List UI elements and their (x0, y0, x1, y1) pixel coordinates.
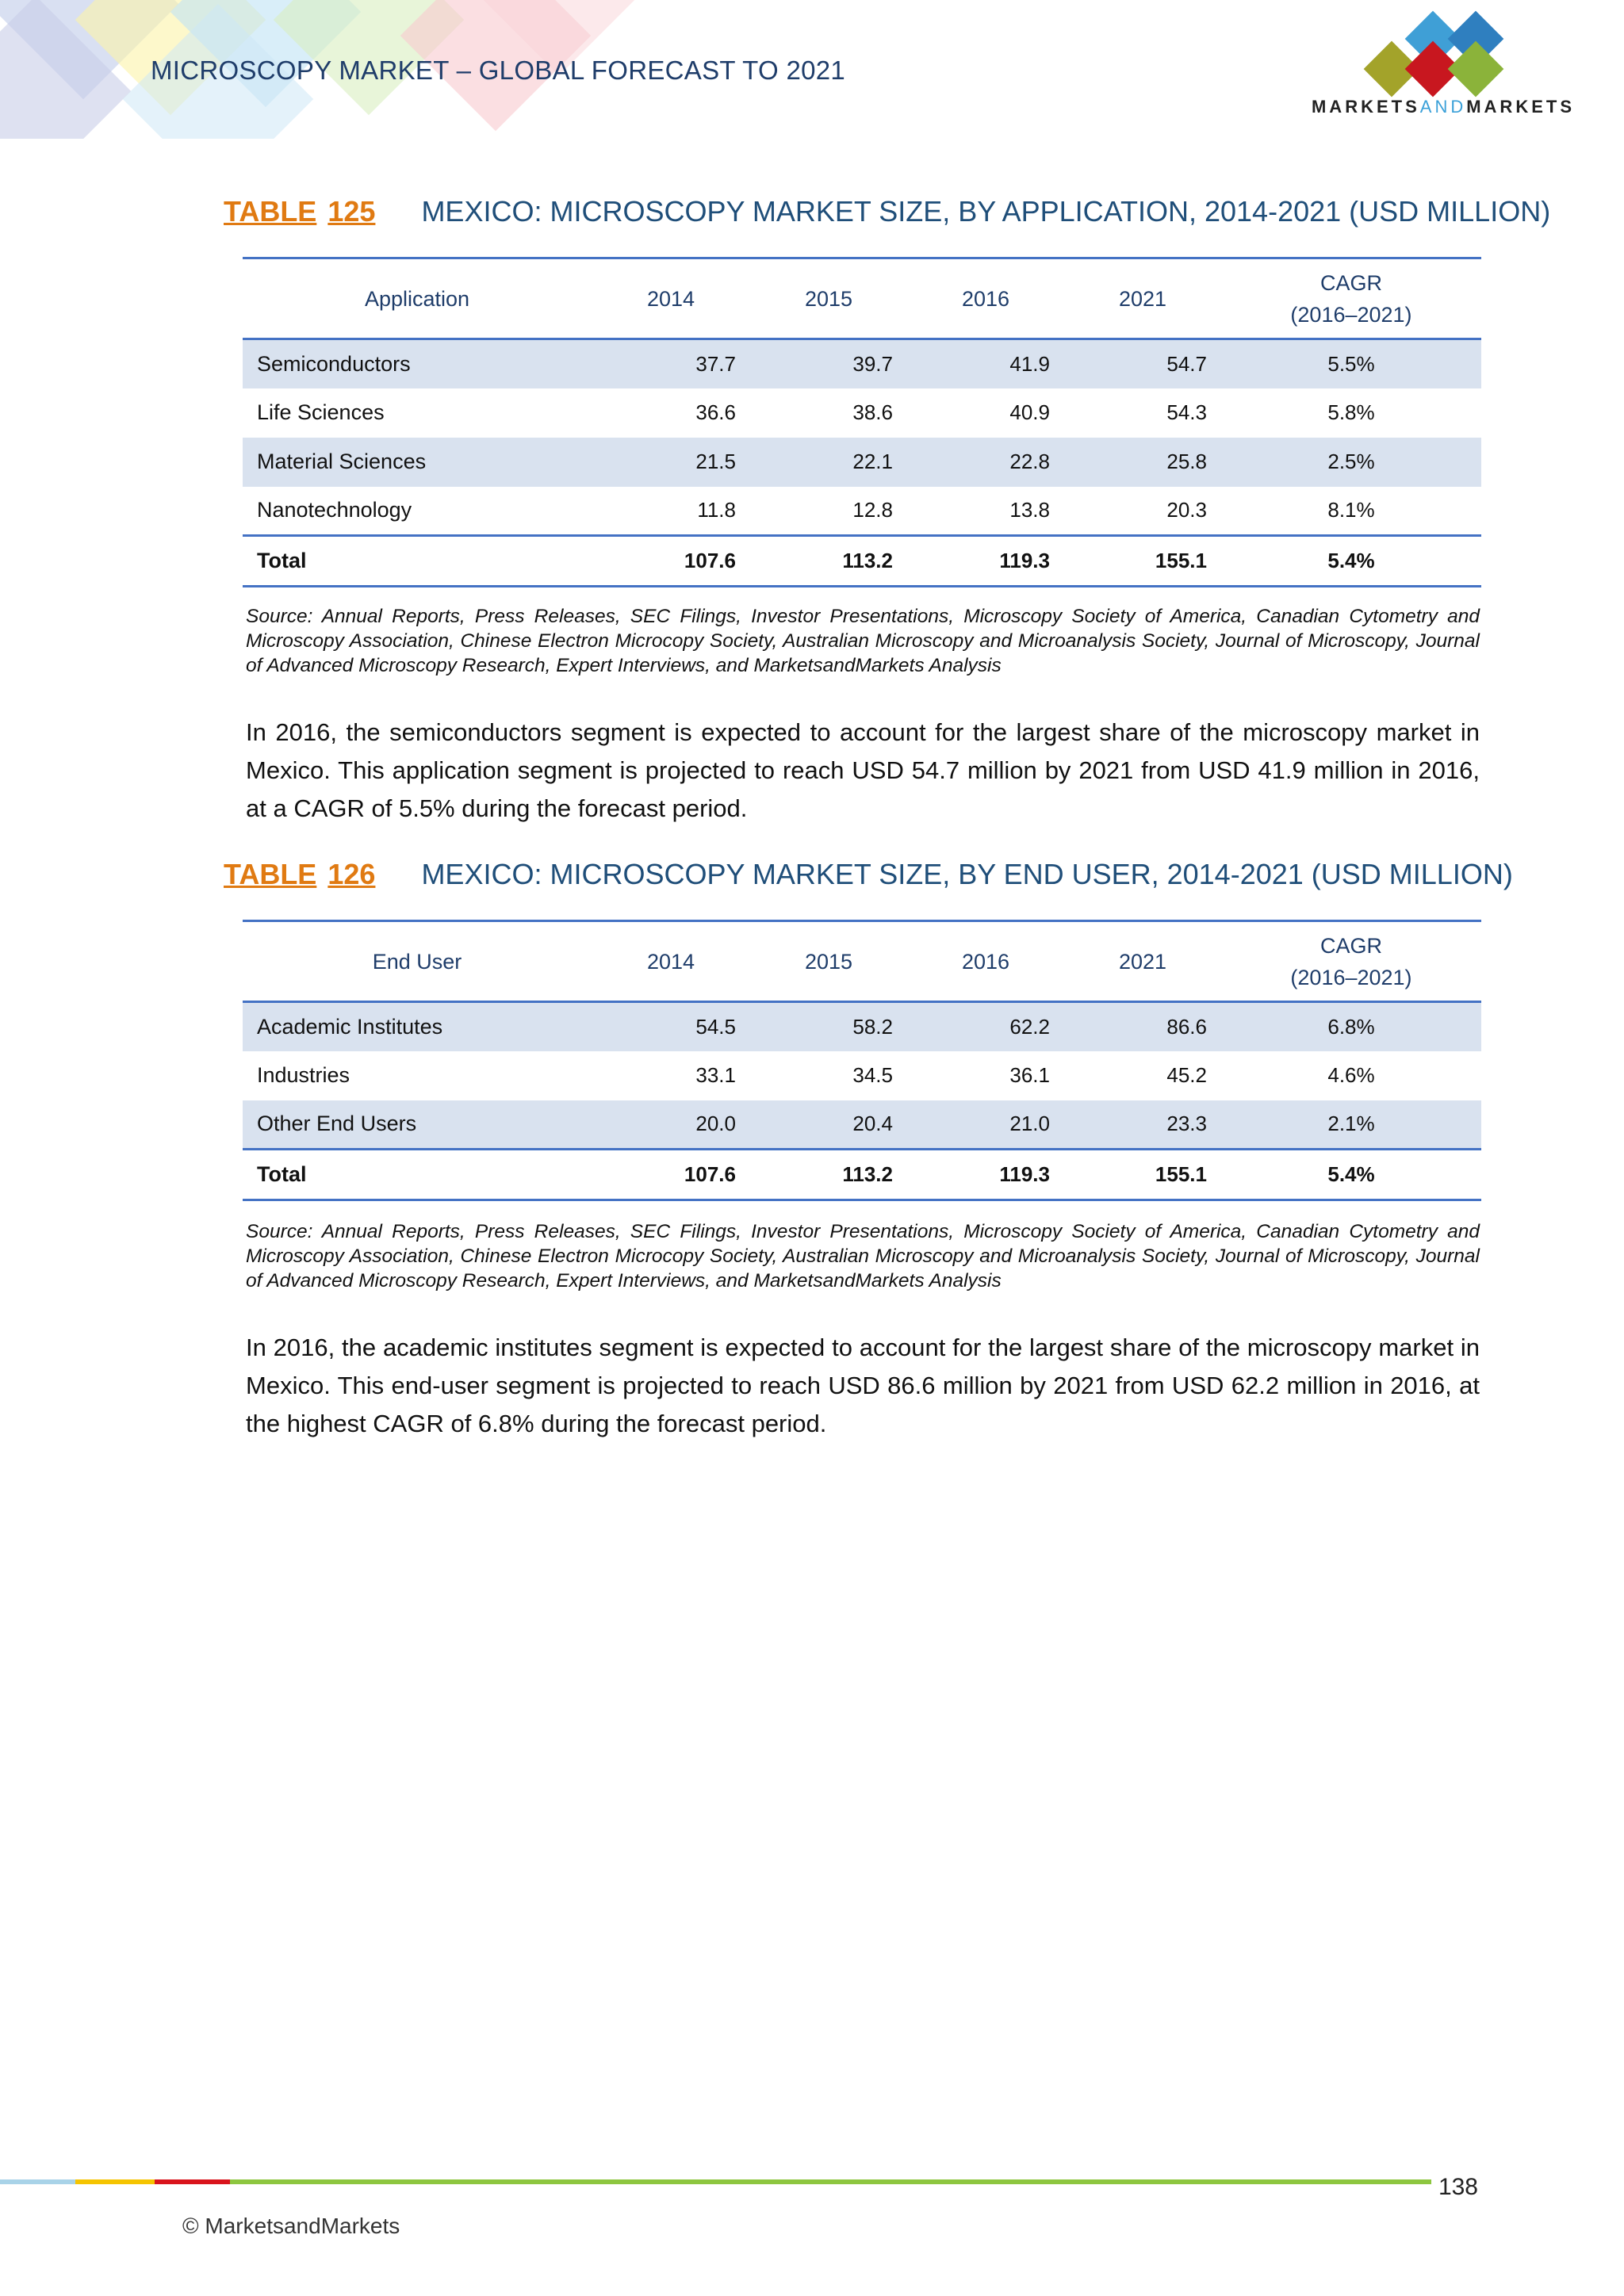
footer-rule-red (155, 2179, 230, 2184)
table-number: 125 (327, 195, 376, 228)
table-126 (243, 920, 1481, 1201)
column-header-2015: 2015 (804, 286, 853, 311)
column-header-2014: 2014 (646, 949, 695, 974)
column-header-application: Application (364, 286, 470, 311)
body-paragraph: In 2016, the academic institutes segment is expected to account for the largest share of the microscopy market in Mexico. This end-user segment is projected to reach USD 86.6 million by 2021 from USD 62.2 million in 2016, at the highest CAGR of 6.8% during the forecast period. (246, 1334, 1480, 1437)
column-header-2021: 2021 (1118, 949, 1167, 974)
footer-rule-green (230, 2179, 1431, 2184)
table-label: TABLE (224, 858, 317, 890)
table-title: MEXICO: MICROSCOPY MARKET SIZE, BY APPLICATION, 2014-2021 (USD MILLION) (421, 195, 1551, 228)
column-header-cagr: CAGR (2016–2021) (1290, 933, 1412, 989)
document-title: MICROSCOPY MARKET – GLOBAL FORECAST TO 2021 (151, 55, 846, 85)
table-total-row: Total 107.6 113.2 119.3 155.1 5.4% (243, 1150, 1481, 1200)
table-header-row (243, 258, 1481, 339)
column-header-2016: 2016 (961, 286, 1010, 311)
column-header-2021: 2021 (1118, 286, 1167, 311)
column-header-2014: 2014 (646, 286, 695, 311)
column-header-cagr: CAGR (2016–2021) (1290, 270, 1412, 327)
table-header-row (243, 921, 1481, 1002)
table-row: Life Sciences 36.6 38.6 40.9 54.3 5.8% (257, 400, 1375, 424)
table-125 (243, 257, 1481, 587)
body-paragraph: In 2016, the semiconductors segment is expected to account for the largest share of the microscopy market in Mexico. This application segment is projected to reach USD 54.7 million by 2021 from USD 41.9 million in 2016, at a CAGR of 5.5% during the forecast period. (246, 718, 1480, 822)
copyright-text: © MarketsandMarkets (182, 2214, 400, 2238)
table-total-row: Total 107.6 113.2 119.3 155.1 5.4% (243, 536, 1481, 587)
table-label: TABLE (224, 195, 317, 228)
table-row: Academic Institutes 54.5 58.2 62.2 86.6 6.8% (243, 1002, 1481, 1051)
table-row: Other End Users 20.0 20.4 21.0 23.3 2.1% (243, 1100, 1481, 1150)
table-126-caption (224, 858, 1513, 891)
table-row: Nanotechnology 11.8 12.8 13.8 20.3 8.1% (257, 498, 1375, 522)
column-header-2015: 2015 (804, 949, 853, 974)
footer-rule-blue (0, 2179, 75, 2184)
table-125-caption (224, 195, 1550, 228)
table-126-source: Source: Annual Reports, Press Releases, SEC Filings, Investor Presentations, Microscopy Society of America, Canadian Cytometry and Microscopy Association, Chinese Electron Microcopy Society, Australian Microscopy and Microanalysis Society, Journal of Microscopy, Journal of Advanced Microscopy Research, Expert Interviews, and MarketsandMarkets Analysis (246, 1221, 1480, 1292)
logo-wordmark: MARKETSANDMARKETS (1311, 97, 1575, 117)
marketsandmarkets-logo (1293, 14, 1594, 125)
table-row: Semiconductors 37.7 39.7 41.9 54.7 5.5% (243, 339, 1481, 388)
column-header-2016: 2016 (961, 949, 1010, 974)
table-title: MEXICO: MICROSCOPY MARKET SIZE, BY END USER, 2014-2021 (USD MILLION) (421, 858, 1513, 890)
table-row: Industries 33.1 34.5 36.1 45.2 4.6% (257, 1063, 1375, 1087)
table-row: Material Sciences 21.5 22.1 22.8 25.8 2.5% (243, 438, 1481, 487)
page-number: 138 (1438, 2174, 1478, 2200)
table-number: 126 (327, 858, 376, 890)
table-125-source: Source: Annual Reports, Press Releases, SEC Filings, Investor Presentations, Microscopy Society of America, Canadian Cytometry and Microscopy Association, Chinese Electron Microcopy Society, Australian Microscopy and Microanalysis Society, Journal of Microscopy, Journal of Advanced Microscopy Research, Expert Interviews, and MarketsandMarkets Analysis (246, 606, 1480, 676)
footer-rule-yellow (75, 2179, 155, 2184)
column-header-end-user: End User (372, 949, 462, 974)
